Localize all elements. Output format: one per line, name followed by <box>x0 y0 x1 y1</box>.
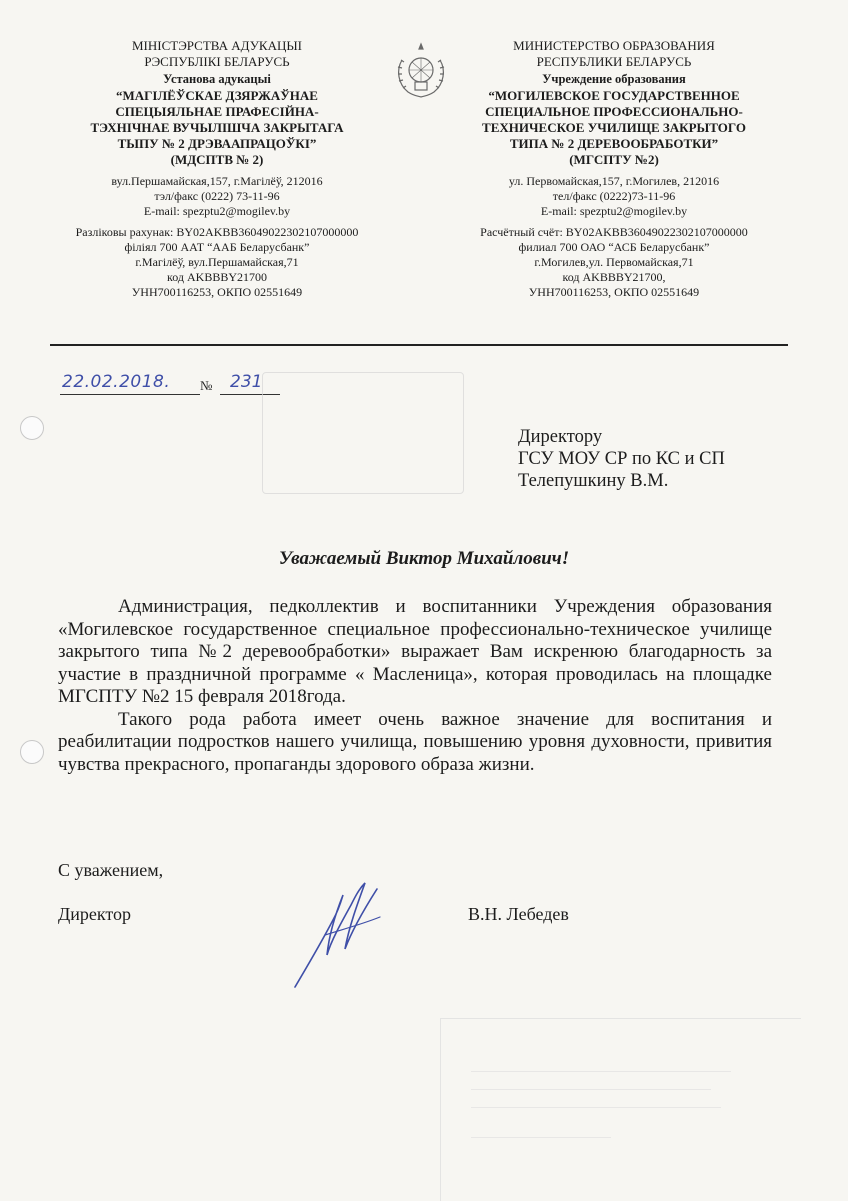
institution-type: Установа адукацыі <box>163 72 271 86</box>
letterhead-divider <box>50 344 788 346</box>
address-block <box>448 174 780 219</box>
registration-date: 22.02.2018. <box>62 372 171 392</box>
ministry-line: МИНИСТЕРСТВО ОБРАЗОВАНИЯ <box>513 38 715 53</box>
institution-name-line: СПЕЦИАЛЬНОЕ ПРОФЕССИОНАЛЬНО- <box>485 103 743 119</box>
address-line: ул. Первомайская,157, г.Могилев, 212016 <box>508 173 720 188</box>
institution-name-line: ТЫПУ № 2 ДРЭВААПРАЦОЎКІ” <box>117 135 317 151</box>
letter-body <box>58 596 772 776</box>
institution-type: Учреждение образования <box>542 72 686 86</box>
body-paragraph: Администрация, педколлектив и воспитанники Учреждения образования «Могилевское государственное специальное профессионально-техническое училище закрытого типа №2 деревообработки» выражает Вам искренюю благодарность за участие в праздничной программе « Масленица», которая проводилась на площадке МГСПТУ №2 15 февраля 2018года. <box>58 596 772 707</box>
ministry-line: РЭСПУБЛІКІ БЕЛАРУСЬ <box>144 54 290 69</box>
registration-line <box>52 372 282 398</box>
address-line: вул.Першамайская,157, г.Магілёў, 212016 <box>111 173 323 188</box>
institution-name-line: СПЕЦЫЯЛЬНАЕ ПРАФЕСІЙНА- <box>115 103 319 119</box>
state-emblem-icon <box>390 40 452 102</box>
ministry-line: МІНІСТЭРСТВА АДУКАЦЫІ <box>131 38 303 53</box>
address-block <box>50 174 384 219</box>
addressee-block <box>518 426 725 492</box>
bank-line: Разліковы рахунак: BY02AKBB36049022302107000000 <box>75 224 359 239</box>
addressee-line: ГСУ МОУ СР по КС и СП <box>518 449 725 469</box>
institution-name <box>448 88 780 168</box>
bank-line: код AKBBBY21700 <box>167 269 267 284</box>
closing: С уважением, <box>58 860 164 880</box>
addressee-line: Телепушкину В.М. <box>518 471 669 491</box>
bank-line: г.Могилев,ул. Первомайская,71 <box>534 254 694 269</box>
institution-name-line: “МАГІЛЁЎСКАЕ ДЗЯРЖАЎНАЕ <box>116 87 318 103</box>
institution-name-line: (МГСПТУ №2) <box>569 151 659 167</box>
bank-line: УНН700116253, ОКПО 02551649 <box>131 284 303 299</box>
bank-block <box>448 225 780 300</box>
faint-line <box>471 1089 711 1090</box>
ministry-line: РЕСПУБЛИКИ БЕЛАРУСЬ <box>536 54 692 69</box>
number-label: № <box>200 378 213 393</box>
institution-name-line: “МОГИЛЕВСКОЕ ГОСУДАРСТВЕННОЕ <box>488 87 740 103</box>
signature-icon <box>285 875 405 995</box>
institution-name <box>50 88 384 168</box>
faint-line <box>471 1107 721 1108</box>
institution-name-line: ТИПА № 2 ДЕРЕВООБРАБОТКИ” <box>509 135 719 151</box>
faint-bottom-stamp <box>440 1018 801 1201</box>
phone-line: тэл/факс (0222) 73-11-96 <box>154 188 280 203</box>
institution-name-line: ТЭХНІЧНАЕ ВУЧЫЛІШЧА ЗАКРЫТАГА <box>90 119 344 135</box>
bank-line: код AKBBBY21700, <box>562 269 666 284</box>
signer-title: Директор <box>58 904 132 924</box>
bank-line: УНН700116253, ОКПО 02551649 <box>528 284 700 299</box>
faint-line <box>471 1071 731 1072</box>
faint-line <box>471 1137 611 1138</box>
bank-line: г.Магілёў, вул.Першамайская,71 <box>135 254 299 269</box>
salutation: Уважаемый Виктор Михайлович! <box>278 548 570 569</box>
institution-name-line: (МДСПТВ № 2) <box>170 151 264 167</box>
bank-line: філіял 700 ААТ “ААБ Беларусбанк” <box>124 239 310 254</box>
bank-line: филиал 700 ОАО “АСБ Беларусбанк” <box>518 239 710 254</box>
registration-number: 231 <box>230 372 263 392</box>
phone-line: тел/факс (0222)73-11-96 <box>552 188 676 203</box>
signer-name: В.Н. Лебедев <box>468 904 569 924</box>
date-underline <box>60 394 200 395</box>
bank-line: Расчётный счёт: BY02AKBB36049022302107000000 <box>480 224 748 239</box>
body-paragraph: Такого рода работа имеет очень важное значение для воспитания и реабилитации подростков нашего училища, повышению уровня духовности, привития чувства прекрасного, пропаганды здорового образа жизни. <box>58 708 772 775</box>
faint-stamp <box>262 372 464 494</box>
punch-hole <box>20 740 44 764</box>
addressee-line: Директору <box>518 427 603 447</box>
letterhead-belarusian <box>50 38 384 300</box>
ministry-name <box>448 38 780 70</box>
institution-name-line: ТЕХНИЧЕСКОЕ УЧИЛИЩЕ ЗАКРЫТОГО <box>482 119 746 135</box>
ministry-name <box>50 38 384 70</box>
bank-block <box>50 225 384 300</box>
letterhead-russian <box>448 38 780 300</box>
punch-hole <box>20 416 44 440</box>
email-line: E-mail: spezptu2@mogilev.by <box>143 203 291 218</box>
email-line: E-mail: spezptu2@mogilev.by <box>540 203 688 218</box>
